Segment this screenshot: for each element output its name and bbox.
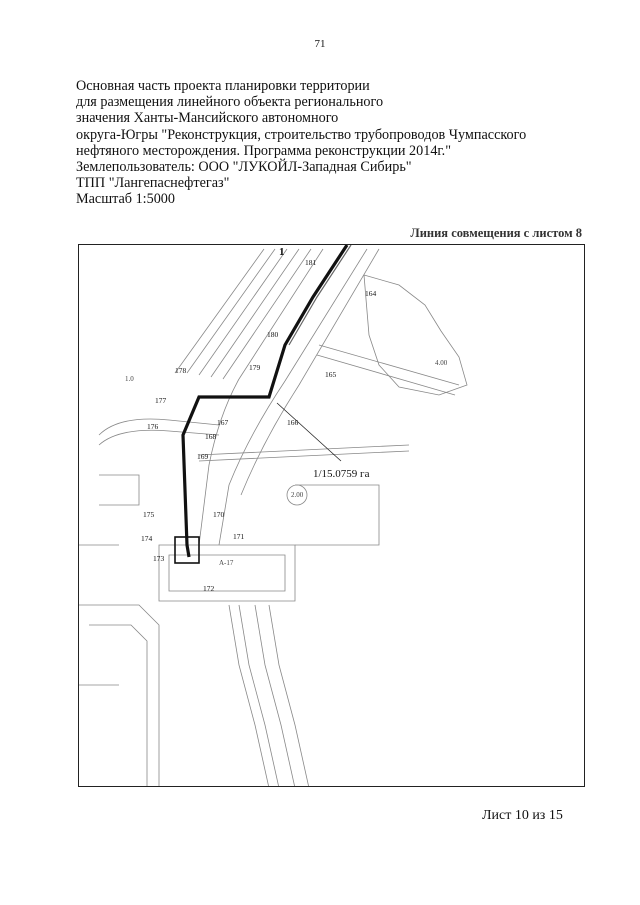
point-label: 175 (143, 510, 155, 519)
point-label: 179 (249, 363, 261, 372)
point-label: 181 (305, 258, 317, 267)
header-line: значения Ханты-Мансийского автономного (76, 110, 339, 127)
header-line: Масштаб 1:5000 (76, 191, 175, 208)
page-number: 71 (314, 38, 326, 50)
point-label: 169 (197, 452, 209, 461)
point-label: 176 (147, 422, 159, 431)
pipeline-route (183, 245, 351, 557)
header-line: для размещения линейного объекта регионального (76, 94, 384, 111)
point-label: 165 (325, 370, 337, 379)
point-label: 166 (287, 418, 299, 427)
point-label: 174 (141, 534, 153, 543)
header-line: нефтяного месторождения. Программа реконструкции 2014г." (76, 142, 451, 159)
route-number-label: 1 (279, 246, 285, 258)
map-label: 2.00 (291, 491, 304, 499)
header-line: Основная часть проекта планировки территории (76, 78, 370, 94)
header-line: Землепользователь: ООО "ЛУКОЙЛ-Западная Сибирь" (76, 159, 412, 176)
sheet-overlay-label: Линия совмещения с листом 8 (410, 226, 582, 240)
map-label: А-17 (219, 559, 234, 567)
point-label: 177 (155, 396, 167, 405)
sheet-number-label: Лист 10 из 15 (482, 808, 563, 823)
point-label: 170 (213, 510, 225, 519)
header-line: округа-Югры "Реконструкция, строительство трубопроводов Чумпасского (76, 126, 527, 143)
point-label: 168 (205, 432, 217, 441)
point-label: 180 (267, 330, 279, 339)
map-label: 4.00 (435, 359, 448, 367)
point-label: 164 (365, 289, 377, 298)
area-label: 1/15.0759 га (313, 468, 370, 480)
point-label: 178 (175, 366, 187, 375)
site-plan-map (79, 245, 585, 787)
map-small-labels (125, 359, 448, 567)
map-label: 1.0 (125, 375, 134, 383)
document-header (76, 78, 596, 208)
area-leader-line (277, 403, 341, 461)
point-label: 173 (153, 554, 165, 563)
point-label: 172 (203, 584, 215, 593)
map-frame (78, 244, 585, 787)
point-label: 171 (233, 532, 245, 541)
header-line: ТПП "Лангепаснефтегаз" (76, 175, 230, 192)
point-label: 167 (217, 418, 229, 427)
